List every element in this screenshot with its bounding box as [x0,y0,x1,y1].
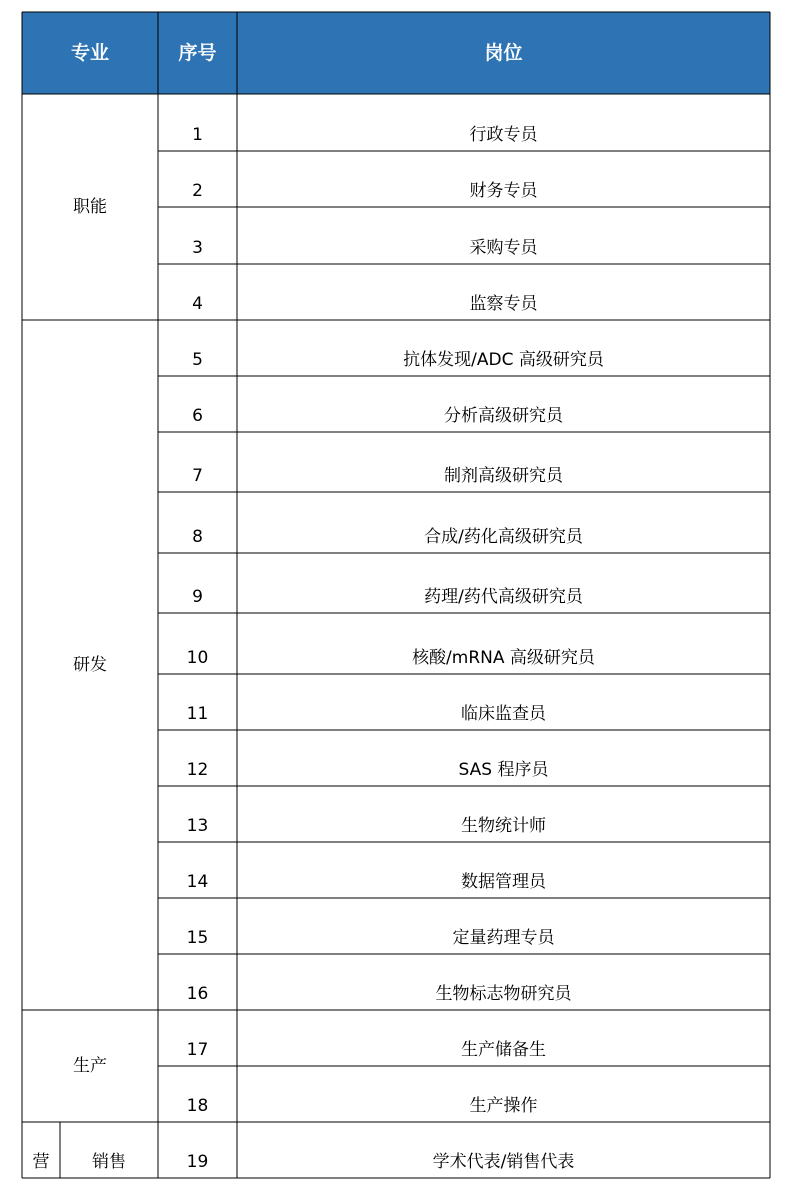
seq-cell: 1 [192,125,203,145]
position-cell: 数据管理员 [461,872,546,892]
position-cell: 生物标志物研究员 [435,984,572,1004]
seq-cell: 9 [192,587,203,607]
seq-cell: 13 [186,816,209,836]
category-cell: 职能 [73,197,107,217]
position-cell: 合成/药化高级研究员 [424,527,583,547]
position-cell: 采购专员 [469,238,538,258]
position-cell: 核酸/mRNA 高级研究员 [412,648,595,668]
seq-cell: 5 [192,350,203,370]
seq-cell: 11 [186,704,209,724]
position-cell: 定量药理专员 [452,928,555,948]
category-cell: 生产 [73,1056,107,1076]
position-cell: 财务专员 [469,181,538,201]
position-cell: 生物统计师 [461,816,546,836]
seq-cell: 15 [186,928,209,948]
seq-cell: 4 [192,294,203,314]
seq-cell: 3 [192,238,203,258]
position-cell: 生产操作 [469,1096,538,1116]
category-cell: 研发 [73,655,107,675]
seq-cell: 19 [186,1152,209,1172]
header-major: 专业 [70,42,109,64]
header-seq: 序号 [178,42,217,64]
category-cell: 营 [32,1152,50,1172]
position-cell: 制剂高级研究员 [444,466,563,486]
seq-cell: 10 [186,648,209,668]
seq-cell: 2 [192,181,203,201]
seq-cell: 7 [192,466,203,486]
position-cell: 抗体发现/ADC 高级研究员 [403,350,604,370]
seq-cell: 14 [186,872,209,892]
position-cell: 分析高级研究员 [444,406,563,426]
position-cell: 监察专员 [469,294,538,314]
position-cell: 药理/药代高级研究员 [424,587,583,607]
position-cell: 行政专员 [469,125,538,145]
header-position: 岗位 [484,42,523,64]
position-cell: 生产储备生 [461,1040,546,1060]
position-cell: SAS 程序员 [458,760,549,780]
subcategory-cell: 销售 [92,1152,126,1172]
seq-cell: 6 [192,406,203,426]
position-cell: 学术代表/销售代表 [432,1152,575,1172]
seq-cell: 17 [186,1040,209,1060]
position-cell: 临床监查员 [461,704,546,724]
seq-cell: 18 [186,1096,209,1116]
seq-cell: 8 [192,527,203,547]
seq-cell: 16 [186,984,209,1004]
seq-cell: 12 [186,760,209,780]
